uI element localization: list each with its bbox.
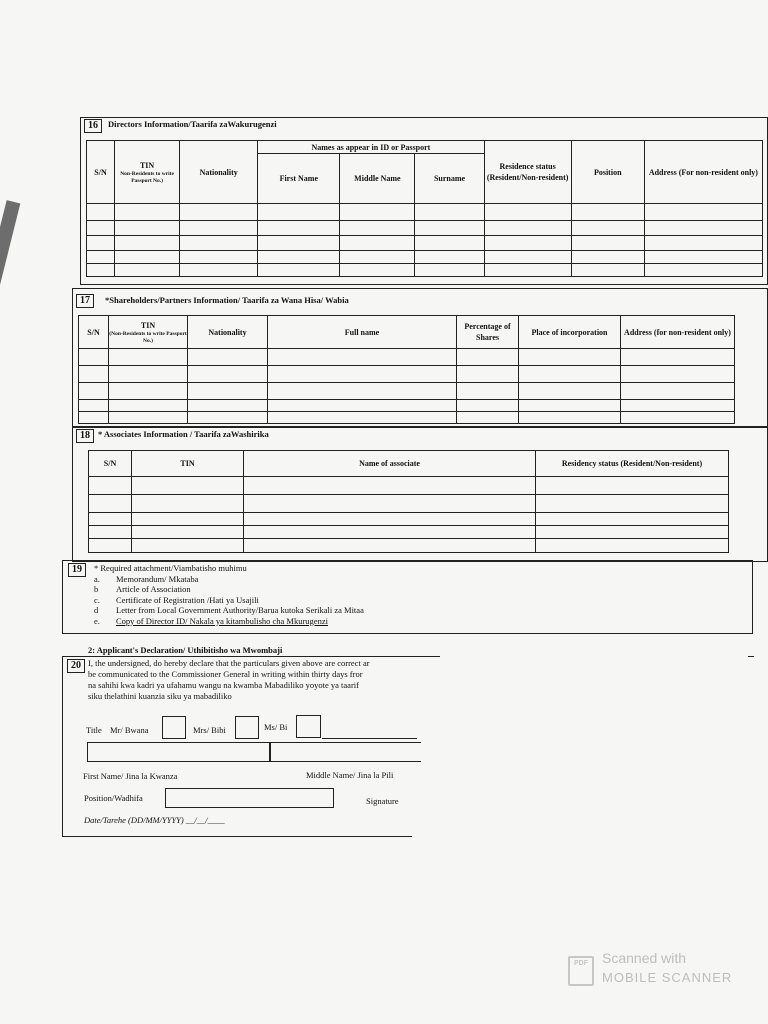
- section-19-number: 19: [68, 563, 86, 577]
- list-item: b Article of Association: [94, 584, 191, 594]
- col-nationality: Nationality: [188, 316, 268, 349]
- list-item: d Letter from Local Government Authority/Barua kutoka Serikali za Mitaa: [94, 605, 364, 615]
- table-row: [87, 236, 763, 251]
- mr-checkbox[interactable]: [162, 716, 186, 739]
- section-17-number: 17: [76, 294, 94, 308]
- table-row: [89, 526, 729, 539]
- mr-label: Mr/ Bwana: [110, 725, 149, 735]
- table-row: [79, 383, 735, 400]
- section-18-title: * Associates Information / Taarifa zaWashirika: [98, 429, 269, 439]
- col-middle-name: Middle Name: [340, 154, 415, 204]
- table-row: [79, 366, 735, 383]
- col-tin: TIN Non-Residents to write Passport No.): [115, 141, 180, 204]
- middle-name-field[interactable]: [270, 742, 421, 762]
- section-20-number: 20: [67, 659, 85, 673]
- col-full-name: Full name: [268, 316, 457, 349]
- attachments-list: [94, 563, 364, 626]
- table-row: [87, 264, 763, 277]
- pdf-icon: PDF: [568, 956, 594, 986]
- col-tin: TIN (Non-Residents to write Passport No.): [109, 316, 188, 349]
- date-label: Date/Tarehe (DD/MM/YYYY) __/__/____: [84, 815, 225, 825]
- col-percentage: Percentage of Shares: [457, 316, 519, 349]
- mrs-label: Mrs/ Bibi: [193, 725, 226, 735]
- list-item: c. Certificate of Registration /Hati ya Usajili: [94, 594, 259, 605]
- col-first-name: First Name: [258, 154, 340, 204]
- section-17-title: *Shareholders/Partners Information/ Taarifa za Wana Hisa/ Wabia: [105, 295, 349, 305]
- declaration-text: I, the undersigned, do hereby declare that the particulars given above are correct ar be communicated to the Commissioner General in writing within thirty days fror na sahihi kwa kadri ya ufahamu wangu na kwamba Mabadiliko yoyote ya taarif siku thelathini kuanzia siku ya mabadiliko: [88, 658, 370, 701]
- associates-table: [88, 450, 729, 553]
- list-item: e. Copy of Director ID/ Nakala ya kitambulisho cha Mkurugenzi: [94, 615, 328, 626]
- names-header: Names as appear in ID or Passport: [258, 141, 484, 154]
- watermark-line2: MOBILE SCANNER: [602, 970, 733, 985]
- declaration-top-line: [62, 656, 440, 657]
- watermark-line1: Scanned with: [602, 950, 687, 966]
- col-tin: TIN: [132, 451, 244, 477]
- shareholders-table: [78, 315, 735, 424]
- col-sn: S/N: [79, 316, 109, 349]
- first-name-field[interactable]: [87, 742, 270, 762]
- col-surname: Surname: [415, 154, 484, 204]
- ms-label: Ms/ Bi: [264, 722, 288, 732]
- middle-name-label: Middle Name/ Jina la Pili: [306, 770, 394, 780]
- col-place: Place of incorporation: [519, 316, 621, 349]
- signature-label: Signature: [366, 796, 399, 806]
- section-18-number: 18: [76, 429, 94, 443]
- col-associate-name: Name of associate: [244, 451, 536, 477]
- title-right-line: [322, 738, 417, 739]
- table-row: [89, 477, 729, 495]
- table-row: [87, 204, 763, 221]
- table-row: [79, 349, 735, 366]
- title-label: Title: [86, 725, 102, 735]
- scan-shadow-stripe-lower: [0, 200, 20, 320]
- declaration-heading: 2: Applicant's Declaration/ Uthibitisho wa Mwombaji: [88, 645, 283, 655]
- col-residence: Residence status (Resident/Non-resident): [484, 141, 571, 204]
- table-row: [89, 513, 729, 526]
- section-16-number: 16: [84, 119, 102, 133]
- table-row: [79, 412, 735, 424]
- col-residency: Residency status (Resident/Non-resident): [536, 451, 729, 477]
- declaration-left-line: [62, 656, 63, 836]
- ms-checkbox[interactable]: [296, 715, 321, 738]
- col-sn: S/N: [89, 451, 132, 477]
- list-item: a. Memorandum/ Mkataba: [94, 573, 199, 584]
- table-row: [87, 221, 763, 236]
- attachments-title: * Required attachment/Viambatisho muhimu: [94, 563, 247, 573]
- table-row: [89, 495, 729, 513]
- section-16-title: Directors Information/Taarifa zaWakurugenzi: [108, 119, 277, 129]
- position-field[interactable]: [165, 788, 334, 808]
- table-row: [87, 251, 763, 264]
- mrs-checkbox[interactable]: [235, 716, 259, 739]
- col-address: Address (for non-resident only): [621, 316, 735, 349]
- col-address: Address (For non-resident only): [644, 141, 762, 204]
- col-sn: S/N: [87, 141, 115, 204]
- first-name-label: First Name/ Jina la Kwanza: [83, 771, 178, 781]
- position-label: Position/Wadhifa: [84, 793, 143, 803]
- declaration-bottom-line: [62, 836, 412, 837]
- table-row: [79, 400, 735, 412]
- table-row: [89, 539, 729, 553]
- col-position: Position: [571, 141, 644, 204]
- col-nationality: Nationality: [180, 141, 258, 204]
- margin-dash: [748, 656, 754, 657]
- directors-table: [86, 140, 763, 277]
